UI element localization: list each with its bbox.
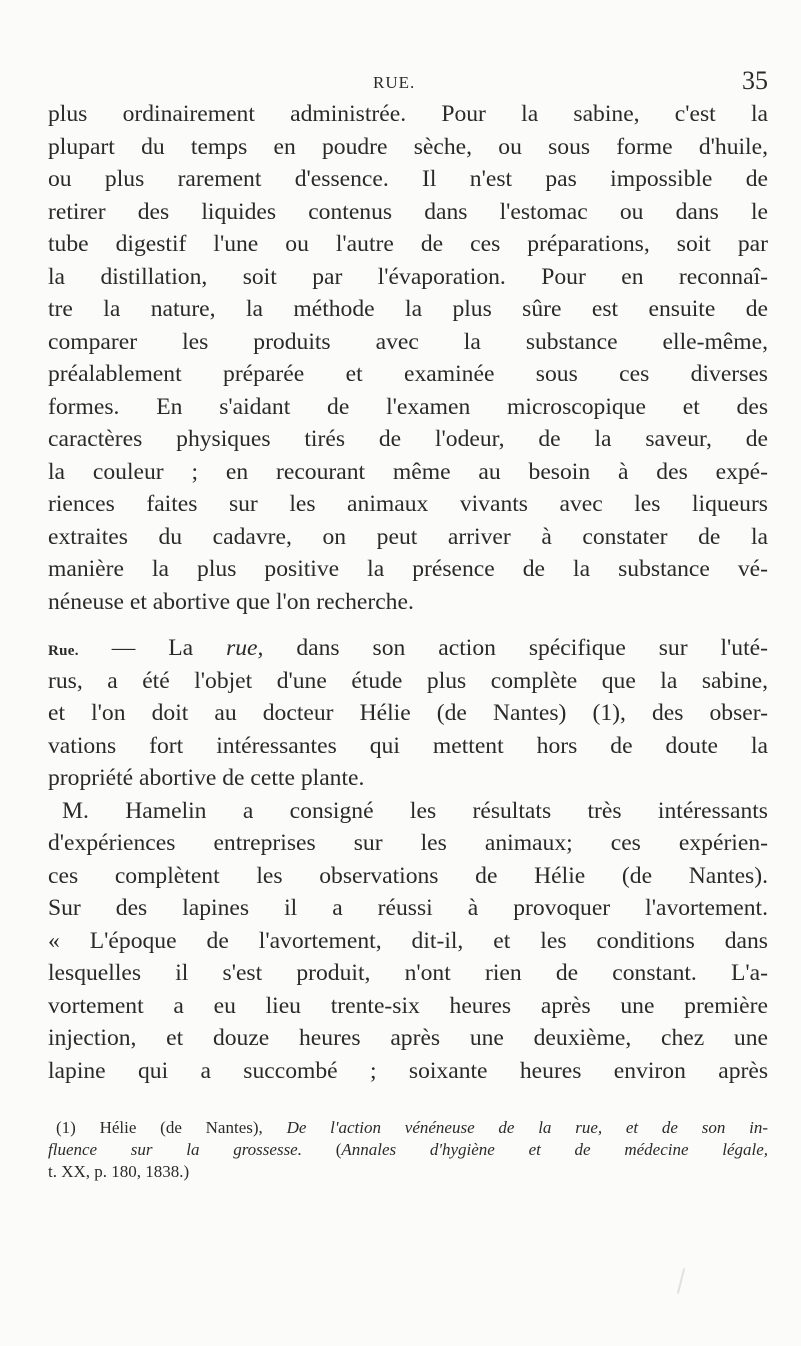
- text-line: et l'on doit au docteur Hélie (de Nantes) (1), des obser-: [48, 700, 768, 726]
- paragraph-hamelin: [48, 795, 768, 1088]
- paper-mark: [677, 1268, 685, 1294]
- text-line: formes. En s'aidant de l'examen microscopique et des: [48, 393, 768, 420]
- running-title: RUE.: [373, 73, 416, 92]
- paragraph-gap: [48, 618, 768, 632]
- text-line: tube digestif l'une ou l'autre de ces préparations, soit par: [48, 231, 768, 257]
- text-line: extraites du cadavre, on peut arriver à constater de la: [48, 523, 768, 550]
- text-line: riences faites sur les animaux vivants avec les liqueurs: [48, 491, 768, 517]
- text-line: plus ordinairement administrée. Pour la sabine, c'est la: [48, 101, 768, 127]
- footnote-marker: (1): [56, 1118, 76, 1137]
- text-line: ces complètent les observations de Hélie (de Nantes).: [48, 862, 768, 889]
- text-line: d'expériences entreprises sur les animaux; ces expérien-: [48, 830, 768, 856]
- footnote-line: t. XX, p. 180, 1838.): [48, 1162, 190, 1181]
- text-line: lesquelles il s'est produit, n'ont rien de constant. L'a-: [48, 960, 768, 986]
- page-number: 35: [742, 66, 768, 95]
- text-line: injection, et douze heures après une deuxième, chez une: [48, 1025, 768, 1051]
- text-line: comparer les produits avec la substance elle-même,: [48, 328, 768, 355]
- page-header: [48, 66, 768, 100]
- text-line: « L'époque de l'avortement, dit-il, et les conditions dans: [48, 927, 768, 954]
- text-line: retirer des liquides contenus dans l'estomac ou dans le: [48, 198, 768, 225]
- text-line: tre la nature, la méthode la plus sûre est ensuite de: [48, 296, 768, 322]
- text-line: préalablement préparée et examinée sous ces diverses: [48, 361, 768, 387]
- paragraph-rue: [48, 632, 768, 795]
- text-fragment: dans son action spécifique sur l'uté-: [263, 635, 768, 661]
- footnote-title: De l'action vénéneuse de la rue, et de son in-: [286, 1118, 769, 1137]
- footnote-title: fluence sur la grossesse.: [48, 1140, 302, 1159]
- text-fragment: — La: [78, 635, 227, 661]
- text-line: manière la plus positive la présence de la substance vé-: [48, 556, 768, 582]
- footnote-journal: Annales d'hygiène et de médecine légale,: [341, 1140, 769, 1159]
- body-text: [48, 98, 768, 1087]
- italic-term: rue,: [226, 635, 264, 661]
- text-line: néneuse et abortive que l'on recherche.: [48, 588, 414, 615]
- text-line: propriété abortive de cette plante.: [48, 765, 365, 791]
- text-line: [48, 632, 768, 665]
- marginal-heading: Rue.: [48, 643, 79, 659]
- paragraph-sabine: [48, 98, 768, 618]
- footnote-line: [48, 1139, 768, 1161]
- footnote: [48, 1117, 768, 1183]
- footnote-author: Hélie (de Nantes),: [75, 1118, 287, 1137]
- text-line: M. Hamelin a consigné les résultats très intéressants: [62, 797, 768, 824]
- text-line: la distillation, soit par l'évaporation. Pour en reconnaî-: [48, 263, 768, 290]
- footnote-line: [48, 1117, 768, 1139]
- footnote-punct: (: [301, 1140, 342, 1159]
- text-line: Sur des lapines il a réussi à provoquer l'avortement.: [48, 895, 768, 921]
- text-line: vations fort intéressantes qui mettent hors de doute la: [48, 732, 768, 759]
- text-line: lapine qui a succombé ; soixante heures environ après: [48, 1057, 768, 1084]
- text-line: la couleur ; en recourant même au besoin à des expé-: [48, 458, 768, 485]
- text-line: plupart du temps en poudre sèche, ou sous forme d'huile,: [48, 133, 768, 160]
- text-line: ou plus rarement d'essence. Il n'est pas impossible de: [48, 166, 768, 192]
- text-line: caractères physiques tirés de l'odeur, de la saveur, de: [48, 426, 768, 452]
- text-line: rus, a été l'objet d'une étude plus complète que la sabine,: [48, 667, 768, 694]
- text-line: vortement a eu lieu trente-six heures après une première: [48, 992, 768, 1019]
